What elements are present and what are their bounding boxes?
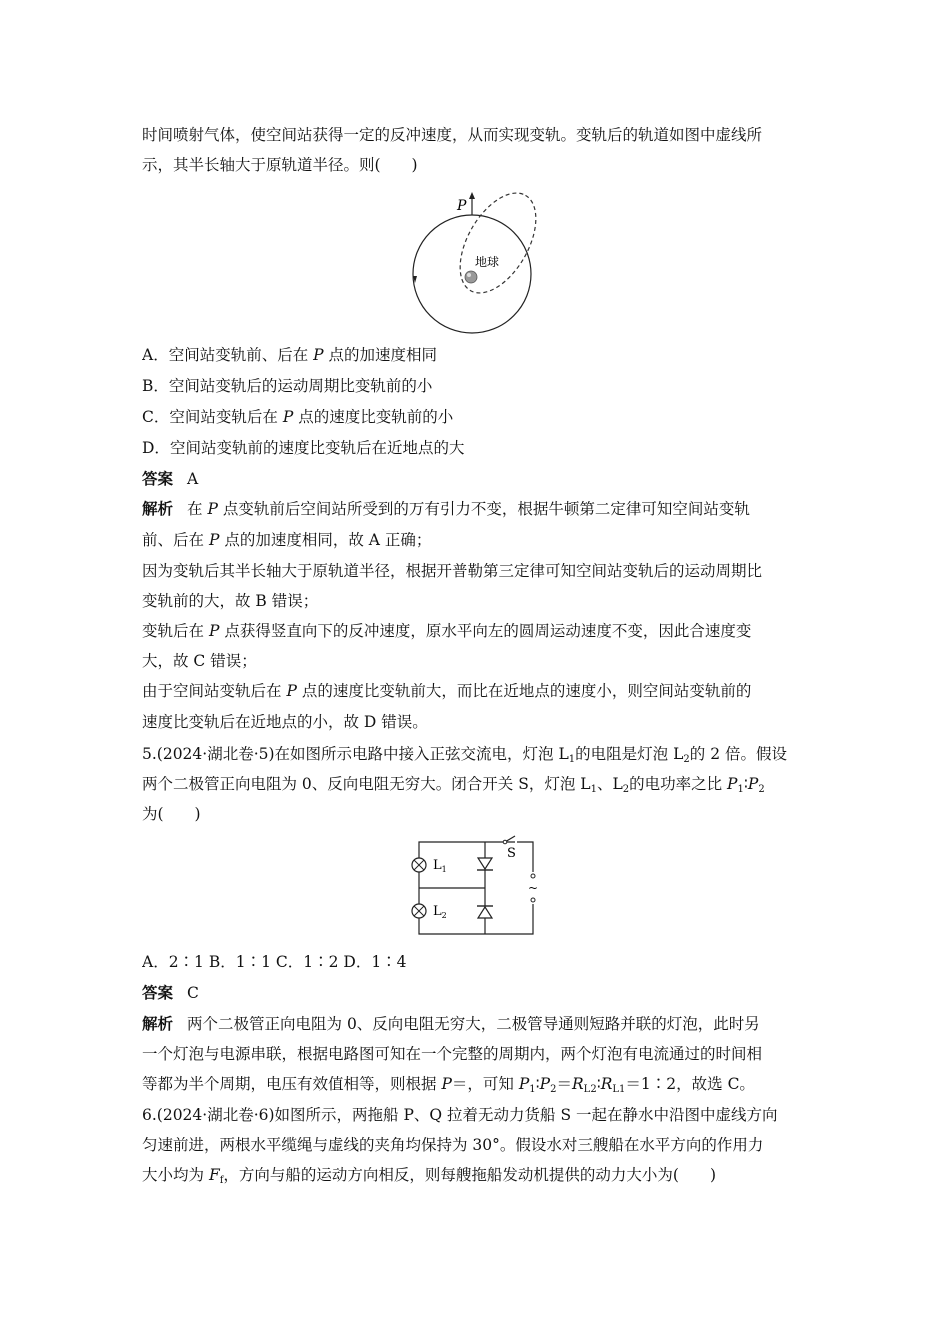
q4-text-line1: 时间喷射气体，使空间站获得一定的反冲速度，从而实现变轨。变轨后的轨道如图中虚线所 [142,126,763,144]
q4-analysis-line8: 速度比变轨后在近地点的小，故 D 错误。 [142,713,428,731]
q5-options: A．2∶1 B．1∶1 C．1∶2 D．1∶4 [142,953,407,971]
q4-option-b: B．空间站变轨后的运动周期比变轨前的小 [142,377,433,395]
switch-right-wire [517,842,533,872]
q4-analysis-line2: 前、后在 P 点的加速度相同，故 A 正确； [142,531,432,549]
point-p-label: P [457,198,467,214]
lamp-l1-label: $L_1$ [433,858,447,874]
source-terminal-top [531,874,535,878]
q4-analysis-line5: 变轨后在 P 点获得竖直向下的反冲速度，原水平向左的圆周运动速度不变，因此合速度变 [142,622,752,640]
q5-text-line2: 两个二极管正向电阻为 0、反向电阻无穷大。闭合开关 S，灯泡 $L_1$、$L_2$的电功率之比 $P_1∶P_2$ [142,775,765,795]
q4-text-line2: 示，其半长轴大于原轨道半径。则( ) [142,156,418,174]
q5-text-line1: 5.(2024·湖北卷·5)在如图所示电路中接入正弦交流电，灯泡 $L_1$的电阻是灯泡 $L_2$的 2 倍。假设 [142,745,787,765]
q4-analysis-line1: 解析 在 P 点变轨前后空间站所受到的万有引力不变，根据牛顿第二定律可知空间站变轨 [142,499,750,518]
q4-analysis-line4: 变轨前的大，故 B 错误； [142,592,319,610]
orbit-diagram [405,188,545,338]
q5-analysis-line1: 解析 两个二极管正向电阻为 0、反向电阻无穷大，二极管导通则短路并联的灯泡，此时另 [142,1014,760,1033]
q6-text-line2: 匀速前进，两根水平缆绳与虚线的夹角均保持为 30°。假设水对三艘船在水平方向的作用力 [142,1136,764,1154]
q6-text-line3: 大小均为 $F_f$，方向与船的运动方向相反，则每艘拖船发动机提供的动力大小为( ) [142,1166,717,1186]
earth-label: 地球 [475,255,500,269]
lamp-l1 [412,858,426,872]
q4-option-d: D．空间站变轨前的速度比变轨后在近地点的大 [142,439,465,457]
q4-analysis-line7: 由于空间站变轨后在 P 点的速度比变轨前大，而比在近地点的速度小，则空间站变轨前的 [142,682,752,700]
q4-option-c: C．空间站变轨后在 P 点的速度比变轨前的小 [142,408,454,426]
diode-lower [477,906,493,918]
q4-answer: 答案 A [142,469,199,488]
q5-text-line3: 为( ) [142,805,201,823]
q6-text-line1: 6.(2024·湖北卷·6)如图所示，两拖船 P、Q 拉着无动力货船 S 一起在静水中沿图中虚线方向 [142,1106,778,1124]
q4-analysis-line6: 大，故 C 错误； [142,652,257,670]
q5-analysis-line2: 一个灯泡与电源串联，根据电路图可知在一个完整的周期内，两个灯泡有电流通过的时间相 [142,1045,763,1063]
lamp-l2-label: $L_2$ [433,904,447,920]
circuit-diagram [405,832,555,942]
switch-label: S [507,846,516,861]
q5-analysis-line3: 等都为半个周期，电压有效值相等，则根据 P＝，可知 $P_1∶P_2=R_{L2}∶R_{L1}=1∶2$，故选 C。 [142,1075,755,1095]
earth-highlight [467,273,471,277]
lamp-l2 [412,904,426,918]
q4-option-a: A．空间站变轨前、后在 P 点的加速度相同 [142,346,438,364]
velocity-arrowhead [469,192,475,199]
source-terminal-bottom [531,898,535,902]
ac-source-symbol: ~ [528,881,539,895]
switch-terminal-left [503,840,507,844]
q5-answer: 答案 C [142,983,199,1002]
earth [465,271,477,283]
q4-analysis-line3: 因为变轨后其半长轴大于原轨道半径，根据开普勒第三定律可知空间站变轨后的运动周期比 [142,562,763,580]
diode-upper [477,858,493,870]
